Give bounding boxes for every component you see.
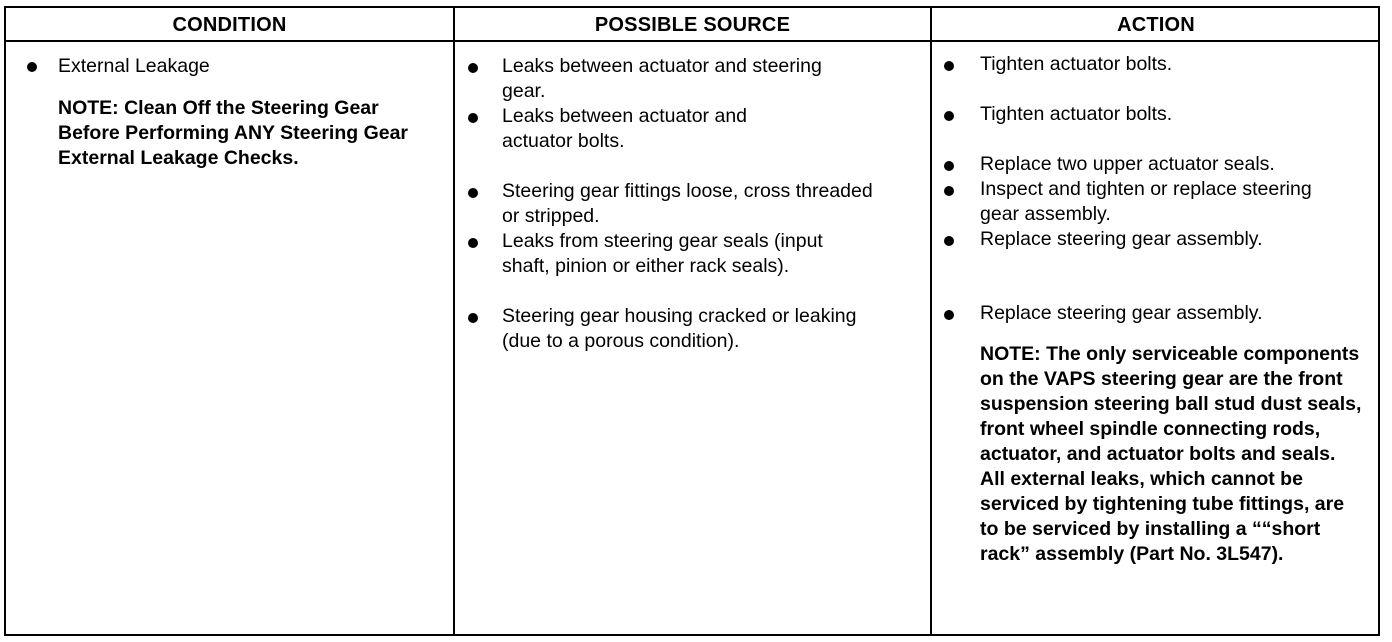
header-possible-source: POSSIBLE SOURCE [594,14,791,36]
column-divider-1 [453,8,455,634]
bullet-icon [944,236,954,246]
header-divider [6,40,1378,42]
action-item: Replace steering gear assembly. [980,228,1263,250]
bullet-icon [944,111,954,121]
diagnosis-table [4,6,1380,636]
action-item: Tighten actuator bolts. [980,53,1173,75]
bullet-icon [468,188,478,198]
source-item: Leaks from steering gear seals (input shaft, pinion or either rack seals). [502,230,823,277]
header-condition: CONDITION [172,14,287,36]
bullet-icon [944,61,954,71]
bullet-icon [468,313,478,323]
action-item: Replace steering gear assembly. [980,302,1263,324]
action-item: Tighten actuator bolts. [980,103,1173,125]
bullet-icon [27,62,37,72]
source-item: Steering gear fittings loose, cross threaded or stripped. [502,180,873,227]
bullet-icon [944,310,954,320]
source-item: Steering gear housing cracked or leaking (due to a porous condition). [502,305,857,352]
bullet-icon [468,63,478,73]
action-note: NOTE: The only serviceable components on the VAPS steering gear are the front suspension steering ball stud dust seals, front wheel spindle connecting rods, actuator, and actuator bolts and seals. All external leaks, which cannot be serviced by tightening tube fittings, are to be serviced by installing a ““short rack” assembly (Part No. 3L547). [980,343,1362,565]
action-item: Replace two upper actuator seals. [980,153,1275,175]
header-action: ACTION [1117,14,1195,36]
action-item: Inspect and tighten or replace steering gear assembly. [980,178,1312,225]
column-divider-2 [930,8,932,634]
condition-note: NOTE: Clean Off the Steering Gear Before Performing ANY Steering Gear External Leakage Checks. [58,97,409,169]
condition-item: External Leakage [58,55,210,77]
source-item: Leaks between actuator and actuator bolts. [502,105,748,152]
source-item: Leaks between actuator and steering gear. [502,55,822,102]
bullet-icon [468,238,478,248]
bullet-icon [468,113,478,123]
bullet-icon [944,161,954,171]
bullet-icon [944,186,954,196]
